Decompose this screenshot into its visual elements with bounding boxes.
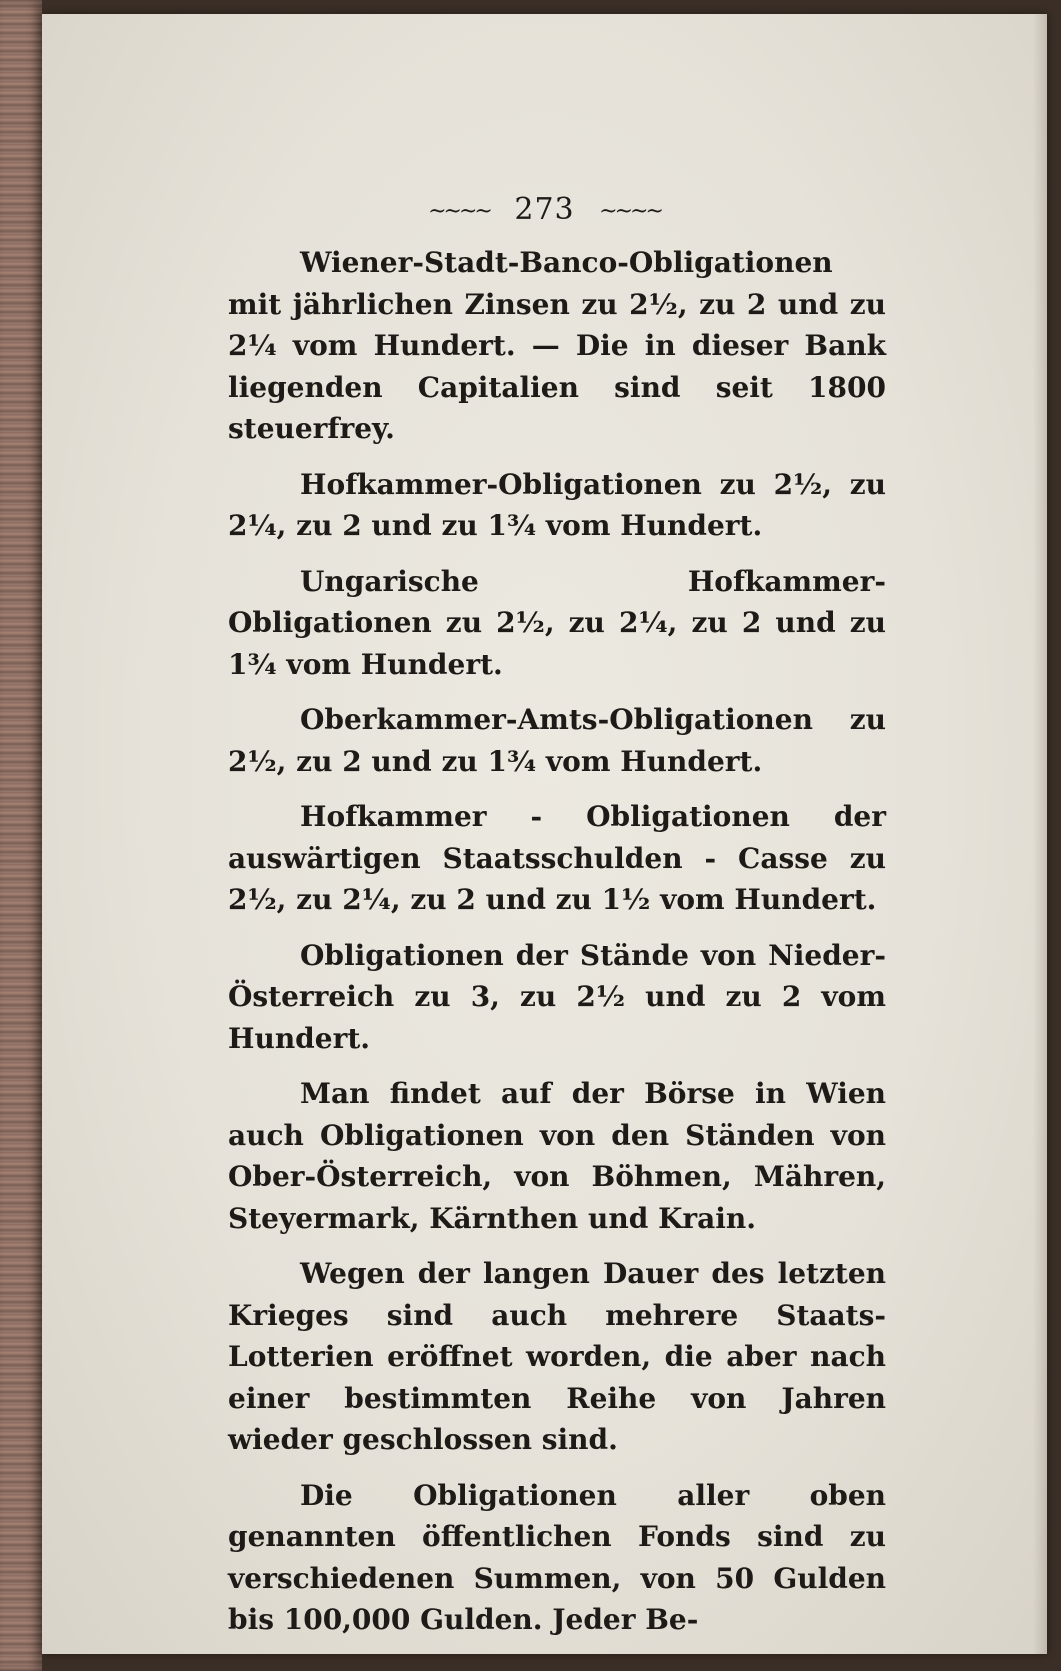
paragraph-oberkammer-amts: Oberkammer-Amts-Obligationen zu 2½, zu 2 und zu 1¾ vom Hundert. <box>228 703 886 778</box>
page-edge-shadow <box>1033 14 1047 1654</box>
book-page <box>42 14 1047 1654</box>
paragraph-banco-obligationen: Wiener-Stadt-Banco-Obligationen mit jährlichen Zinsen zu 2½, zu 2 und zu 2¼ vom Hundert. — Die in dieser Bank liegenden Capitalien sind seit 1800 steuerfrey. <box>228 246 886 445</box>
paragraph-hofkammer-obligationen: Hofkammer-Obligationen zu 2½, zu 2¼, zu 2 und zu 1¾ vom Hundert. <box>228 467 886 542</box>
header-ornament-right: ~~~~ <box>599 198 661 224</box>
header-ornament-left: ~~~~ <box>428 198 490 224</box>
paragraph-staatsschulden-casse: Hofkammer - Obligationen der auswärtigen Staatsschulden - Casse zu 2½, zu 2¼, zu 2 und zu 1½ vom Hundert. <box>228 800 886 916</box>
page-number: 273 <box>514 192 575 227</box>
paragraph-boerse-wien: Man findet auf der Börse in Wien auch Obligationen von den Ständen von Ober-Österreich, von Böhmen, Mähren, Steyermark, Kärnthen und Krain. <box>228 1077 886 1235</box>
page-header <box>42 192 1047 227</box>
paragraph-summen: Die Obligationen aller oben genannten öffentlichen Fonds sind zu verschiedenen Summen, von 50 Gulden bis 100,000 Gulden. Jeder Be- <box>228 1478 886 1636</box>
book-spine-edge <box>0 0 42 1671</box>
paragraph-nieder-oesterreich: Obligationen der Stände von Nieder-Österreich zu 3, zu 2½ und zu 2 vom Hundert. <box>228 938 886 1055</box>
paragraph-staats-lotterien: Wegen der langen Dauer des letzten Krieges sind auch mehrere Staats-Lotterien eröffnet worden, die aber nach einer bestimmten Reihe von Jahren wieder geschlossen sind. <box>228 1257 886 1456</box>
page-body-text <box>228 242 886 1641</box>
paragraph-ungarische-hofkammer: Ungarische Hofkammer-Obligationen zu 2½, zu 2¼, zu 2 und zu 1¾ vom Hundert. <box>228 564 886 681</box>
